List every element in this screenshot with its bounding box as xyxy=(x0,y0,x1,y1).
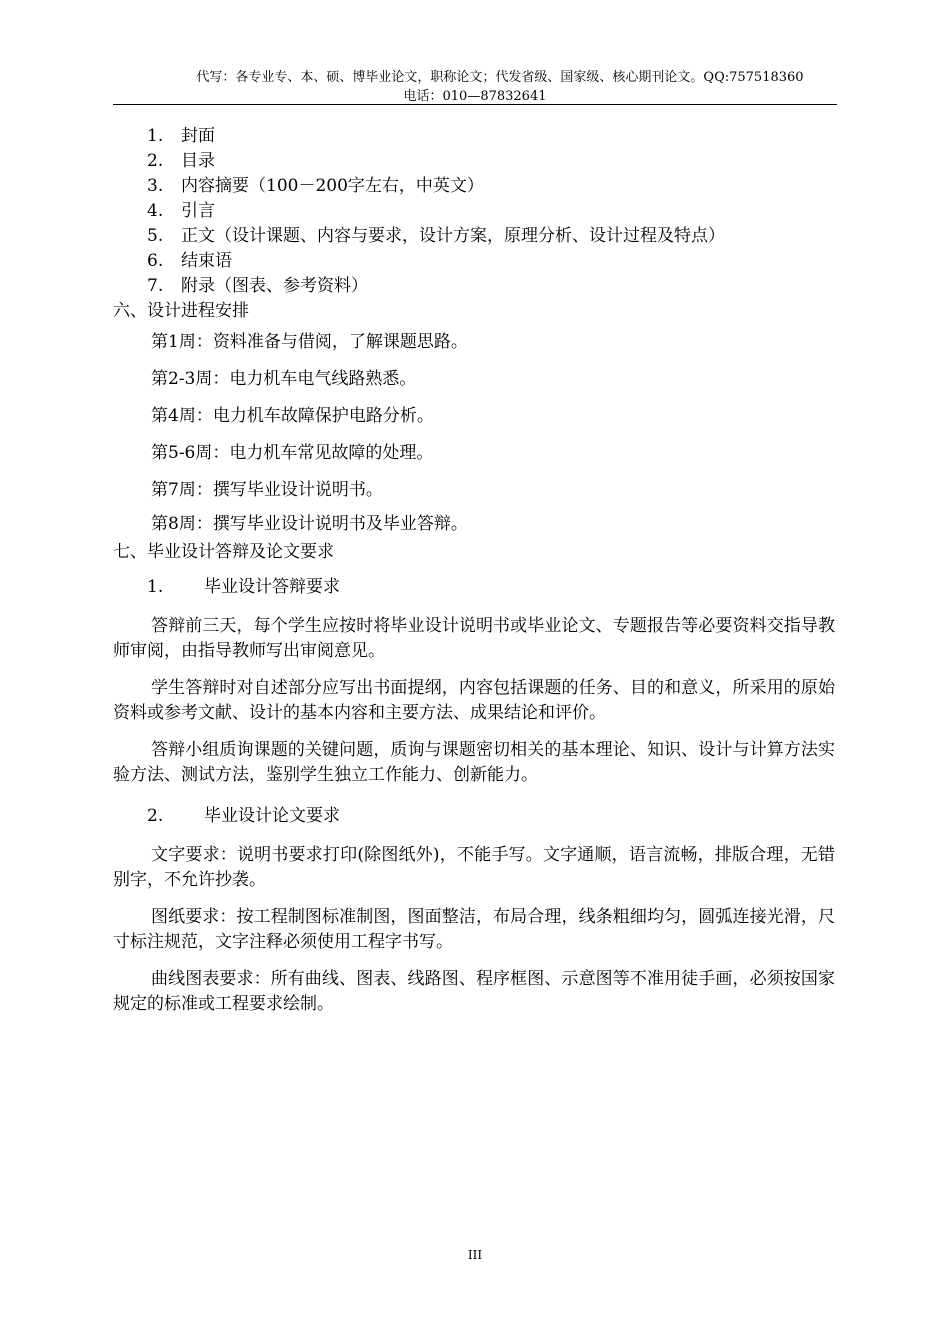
list-item-text: 封面 xyxy=(181,126,215,146)
list-item xyxy=(113,174,835,199)
document-body xyxy=(113,124,835,1029)
subsection-number: 1. xyxy=(147,577,164,597)
list-item xyxy=(113,224,835,249)
page-number: III xyxy=(467,1248,483,1262)
list-item-number: 4. xyxy=(147,201,164,221)
paragraph: 曲线图表要求：所有曲线、图表、线路图、程序框图、示意图等不准用徒手画，必须按国家规定的标准或工程要求绘制。 xyxy=(113,969,835,1014)
subsection-title: 毕业设计答辩要求 xyxy=(204,577,340,597)
paragraph: 文字要求：说明书要求打印(除图纸外)，不能手写。文字通顺，语言流畅，排版合理，无错别字，不允许抄袭。 xyxy=(113,845,835,890)
list-item xyxy=(113,274,835,299)
section-6-title: 六、设计进程安排 xyxy=(113,301,249,321)
list-item-number: 3. xyxy=(147,176,164,196)
list-item-number: 2. xyxy=(147,151,164,171)
list-item-text: 引言 xyxy=(181,201,215,221)
page-header xyxy=(113,68,837,106)
schedule-week: 第8周：撰写毕业设计说明书及毕业答辩。 xyxy=(151,514,468,534)
subsection-heading xyxy=(113,800,835,833)
list-item-text: 内容摘要（100－200字左右，中英文） xyxy=(181,176,484,196)
subsection-heading xyxy=(113,571,835,604)
list-item xyxy=(113,149,835,174)
paragraph: 学生答辩时对自述部分应写出书面提纲，内容包括课题的任务、目的和意义，所采用的原始资料或参考文献、设计的基本内容和主要方法、成果结论和评价。 xyxy=(113,678,835,723)
list-item-text: 目录 xyxy=(181,151,215,171)
section-7-title: 七、毕业设计答辩及论文要求 xyxy=(113,542,334,562)
schedule-week: 第4周：电力机车故障保护电路分析。 xyxy=(151,406,434,426)
paragraph: 图纸要求：按工程制图标准制图，图面整洁，布局合理，线条粗细均匀，圆弧连接光滑，尺寸标注规范，文字注释必须使用工程字书写。 xyxy=(113,907,835,952)
list-item-text: 附录（图表、参考资料） xyxy=(181,276,368,296)
paragraph: 答辩小组质询课题的关键问题，质询与课题密切相关的基本理论、知识、设计与计算方法实验方法、测试方法，鉴别学生独立工作能力、创新能力。 xyxy=(113,740,835,785)
list-item-number: 5. xyxy=(147,226,164,246)
schedule-week: 第1周：资料准备与借阅，了解课题思路。 xyxy=(151,332,468,352)
list-item-number: 6. xyxy=(147,251,164,271)
list-item-text: 结束语 xyxy=(181,251,232,271)
list-item xyxy=(113,249,835,274)
header-divider xyxy=(113,104,837,105)
list-item-text: 正文（设计课题、内容与要求，设计方案，原理分析、设计过程及特点） xyxy=(181,226,725,246)
schedule-week: 第7周：撰写毕业设计说明书。 xyxy=(151,480,383,500)
header-ad-line: 代写：各专业专、本、硕、博毕业论文，职称论文；代发省级、国家级、核心期刊论文。QQ:757518360 xyxy=(196,70,804,85)
schedule-week: 第2-3周：电力机车电气线路熟悉。 xyxy=(151,369,417,389)
subsection-title: 毕业设计论文要求 xyxy=(204,806,340,826)
list-item-number: 1. xyxy=(147,126,164,146)
paragraph: 答辩前三天，每个学生应按时将毕业设计说明书或毕业论文、专题报告等必要资料交指导教师审阅，由指导教师写出审阅意见。 xyxy=(113,616,835,661)
schedule-week: 第5-6周：电力机车常见故障的处理。 xyxy=(151,443,434,463)
list-item xyxy=(113,124,835,149)
list-item-number: 7. xyxy=(147,276,164,296)
subsection-number: 2. xyxy=(147,806,164,826)
list-item xyxy=(113,199,835,224)
header-phone-line: 电话：010—87832641 xyxy=(403,89,547,104)
